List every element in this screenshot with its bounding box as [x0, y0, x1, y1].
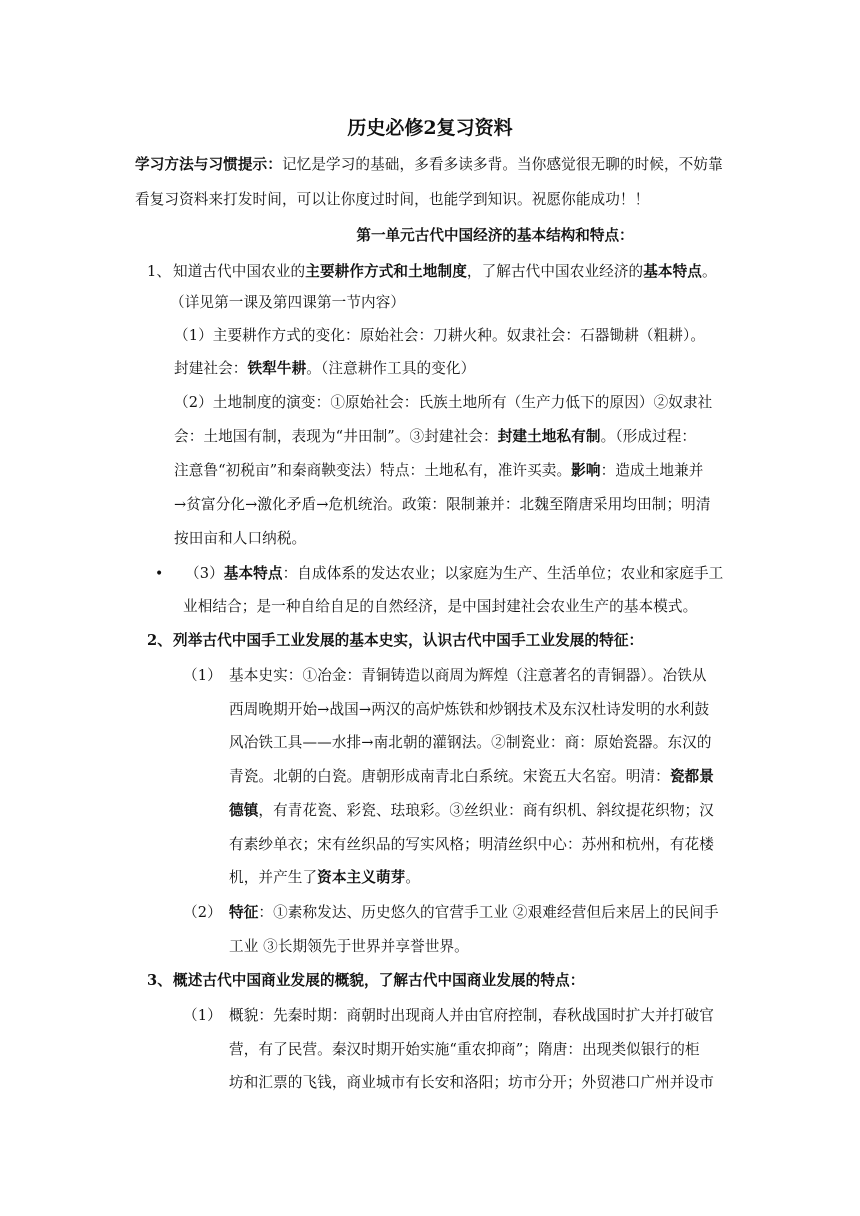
s1-l7-bold: 资本主义萌芽: [317, 869, 406, 886]
p1-l2-bold: 铁犁牛耕: [247, 360, 307, 377]
s1-l7-a: 机，并产生了: [229, 869, 318, 886]
item1-p2-line-1: （2）土地制度的演变：①原始社会：氏族土地所有（生产力低下的原因）②奴隶社: [174, 394, 713, 411]
p1-l2-c: 。（注意耕作工具的变化）: [306, 360, 476, 377]
item1-p3-line-2: 业相结合；是一种自给自足的自然经济，是中国封建社会农业生产的基本模式。: [183, 598, 698, 615]
item3-s1-line-1: 概貌：先秦时期：商朝时出现商人并由官府控制，春秋战国时扩大并打破官: [229, 1007, 714, 1024]
item1-p3-line-1: [185, 564, 723, 584]
item3-s1-number: （1）: [183, 1007, 222, 1024]
item3-s1-line-3: 坊和汇票的飞钱，商业城市有长安和洛阳；坊市分开；外贸港口广州并设市: [229, 1074, 714, 1091]
p3-l1-bold: 基本特点: [223, 565, 283, 582]
item1-heading: [173, 262, 717, 282]
item2-s2-number: （2）: [183, 904, 222, 921]
item1-pre: 知道古代中国农业的: [173, 263, 306, 280]
item1-p2-line-4: →贫富分化→激化矛盾→危机统治。政策：限制兼并：北魏至隋唐采用均田制；明清: [174, 496, 711, 513]
item2-s2-line-1: [229, 903, 719, 923]
bullet-icon: •: [155, 566, 164, 582]
intro-label: 学习方法与习惯提示：: [135, 156, 282, 173]
p2-l2-bold: 封建土地私有制: [497, 428, 601, 445]
item1-end: 。: [702, 263, 717, 280]
s1-l5-b: ，有青花瓷、彩瓷、珐琅彩。③丝织业：商有织机、斜纹提花织物；汉: [258, 802, 714, 819]
p3-l1-c: ：自成体系的发达农业；以家庭为生产、生活单位；农业和家庭手工: [282, 565, 724, 582]
p3-l1-a: （3）: [185, 565, 224, 582]
p2-l2-c: 。（形成过程：: [600, 428, 697, 445]
item1-note: （详见第一课及第四课第一节内容）: [170, 294, 406, 311]
s1-l5-bold: 德镇: [229, 802, 259, 819]
item1-p2-line-5: 按田亩和人口纳税。: [174, 530, 307, 547]
item1-p2-line-3: [174, 461, 703, 481]
item2-s1-line-5: [229, 801, 714, 821]
item3-heading: 概述古代中国商业发展的概貌，了解古代中国商业发展的特点：: [173, 972, 585, 989]
s1-l7-c: 。: [405, 869, 421, 886]
item3-number: 3、: [147, 972, 172, 989]
s2-l1-bold: 特征: [229, 904, 259, 921]
intro-line-1: [135, 155, 723, 175]
item2-s1-line-3: 风冶铁工具——水排→南北朝的灌钢法。②制瓷业：商：原始瓷器。东汉的: [229, 734, 712, 751]
unit-heading: 第一单元古代中国经济的基本结构和特点：: [356, 227, 634, 244]
item1-mid: ，了解古代中国农业经济的: [466, 263, 644, 280]
item2-s1-line-2: 西周晚期开始→战国→两汉的高炉炼铁和炒钢技术及东汉杜诗发明的水利鼓: [229, 701, 710, 718]
item1-bold-1: 主要耕作方式和土地制度: [305, 263, 467, 280]
p2-l3-c: ：造成土地兼并: [600, 462, 704, 479]
item3-s1-line-2: 营，有了民营。秦汉时期开始实施“重农抑商”；隋唐：出现类似银行的柜: [229, 1041, 700, 1058]
p2-l3-a: 注意鲁“初税亩”和秦商鞅变法）特点：土地私有，准许买卖。: [174, 462, 572, 479]
item2-s1-line-7: [229, 868, 420, 888]
item2-number: 2、: [147, 632, 172, 649]
intro-text-1: 记忆是学习的基础，多看多读多背。当你感觉很无聊的时候，不妨靠: [281, 156, 723, 173]
p2-l3-bold: 影响: [571, 462, 601, 479]
intro-line-2: 看复习资料来打发时间，可以让你度过时间，也能学到知识。祝愿你能成功！！: [135, 191, 650, 208]
item2-s1-number: （1）: [183, 667, 222, 684]
item1-p2-line-2: [174, 427, 696, 447]
item1-number: 1、: [147, 263, 172, 280]
item2-s1-line-6: 有素纱单衣；宋有丝织品的写实风格；明清丝织中心：苏州和杭州，有花楼: [229, 836, 714, 853]
p1-l2-a: 封建社会：: [174, 360, 248, 377]
item1-bold-2: 基本特点: [643, 263, 702, 280]
document-title: 历史必修2复习资料: [347, 117, 513, 139]
item1-p1-line-1: （1）主要耕作方式的变化：原始社会：刀耕火种。奴隶社会：石器锄耕（粗耕）。: [174, 327, 706, 344]
s1-l4-bold: 瓷都景: [669, 768, 714, 785]
p2-l2-a: 会：土地国有制，表现为“井田制”。③封建社会：: [174, 428, 498, 445]
item2-s1-line-1: 基本史实：①冶金：青铜铸造以商周为辉煌（注意著名的青铜器）。冶铁从: [229, 667, 707, 684]
item2-heading: 列举古代中国手工业发展的基本史实，认识古代中国手工业发展的特征：: [173, 632, 644, 649]
item2-s2-line-2: 工业 ③长期领先于世界并享誉世界。: [229, 938, 469, 955]
s1-l4-a: 青瓷。北朝的白瓷。唐朝形成南青北白系统。宋瓷五大名窑。明清：: [229, 768, 670, 785]
item1-p1-line-2: [174, 359, 475, 379]
item2-s1-line-4: [229, 767, 714, 787]
s2-l1-b: ：①素称发达、历史悠久的官营手工业 ②艰难经营但后来居上的民间手: [258, 904, 719, 921]
